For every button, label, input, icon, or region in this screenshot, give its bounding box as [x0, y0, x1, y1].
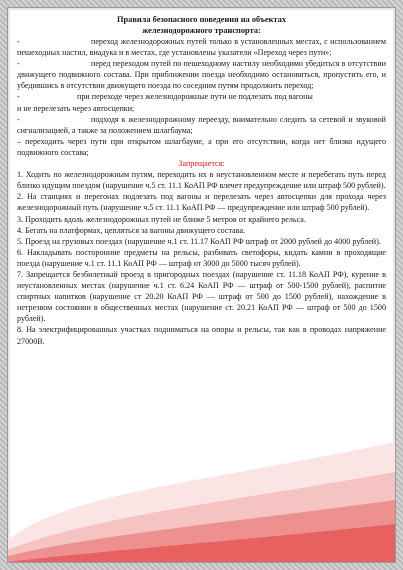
document-sheet — [7, 7, 396, 563]
document-content — [17, 14, 386, 347]
rule-text: и не перелезать через автосцепки; — [17, 103, 135, 113]
prohibition-item: 5. Проезд на грузовых поездах (нарушение ч.1 ст. 11.17 КоАП РФ штраф от 2000 рублей до 4000 рублей). — [17, 236, 381, 246]
prohibition-item: 6. Накладывать посторонние предметы на рельсы, разбивать светофоры, кидать камни в проходящие поезда (нарушение ч.1 ст. 11.1 КоАП РФ — штраф от 3000 до 5000 тысяч рублей). — [17, 247, 386, 268]
rule-marker: - — [17, 59, 20, 69]
prohibition-item: 1. Ходить по железнодорожным путям, переходить их в неустановленном месте и перебегать путь перед близко идущим поездом (нарушение ч.5 ст. 11.1 КоАП РФ влечет предупреждение или штраф 500 рублей). — [17, 170, 386, 191]
rule-text: перед переходом путей по пешеходному настилу необходимо убедиться в отсутствии движущего подвижного состава. При приближении поезда необходимо остановиться, пропустить его, и убедившись в отсутствии движущего поезда по соседним путям продолжить переход; — [17, 59, 386, 91]
prohibition-item: 3. Проходить вдоль железнодорожных путей не ближе 5 метров от крайнего рельса. — [17, 214, 306, 224]
title-line-1: Правила безопасного поведения на объектах — [116, 15, 287, 24]
prohibited-heading: Запрещается: — [178, 159, 225, 169]
rule-item — [17, 91, 386, 102]
rule-text: подходя к железнодорожному переезду, внимательно следить за сетевой и звуковой сигнализацией, а также за положением шлагбаума; — [17, 114, 386, 135]
rule-text: переход железнодорожных путей только в установленных местах, с использованием пешеходных настил, виадука и в местах, где установлены указатели «Переход через пути»; — [17, 37, 386, 58]
rule-item — [17, 114, 386, 136]
prohibitions-list — [17, 169, 386, 347]
rule-item — [17, 36, 386, 58]
rule-marker: - — [17, 37, 20, 46]
rule-item — [17, 103, 386, 114]
prohibition-item: 4. Бегать на платформах, цепляться за вагоны движущего состава. — [17, 225, 246, 235]
rule-item — [17, 58, 386, 91]
prohibition-item: 2. На станциях и перегонах подлезать под вагоны и перелезать через автосцепки для прохода через железнодорожный путь (нарушение ч.5 ст. 11.1 КоАП РФ — предупреждение или штраф 500 рублей). — [17, 192, 386, 213]
rule-marker: - — [17, 114, 20, 124]
rule-text: – переходить через пути при открытом шлагбауме, а при его отсутствии, когда нет близко идущего подвижного состава; — [17, 136, 386, 157]
prohibition-item: 7. Запрещается безбилетный проезд в пригородных поездах (нарушение ст. 11.18 КоАП РФ), курение в неустановленных местах (нарушение ч.1 ст. 6.24 КоАП РФ — штраф от 500-1500 рублей), распитие спиртных напитков (нарушение ст 20.20 КоАП РФ — штраф от 500 до 1500 рублей), нахождение в нетрезвом состоянии в общественных местах (нарушение ст. 20.21 КоАП РФ — штраф от 500 до 1500 рублей). — [17, 269, 386, 324]
prohibition-item: 8. На электрифицированных участках подниматься на опоры и рельсы, так как в проводах напряжение 27000В. — [17, 325, 386, 346]
rule-item — [17, 136, 386, 158]
rule-marker: - — [17, 92, 20, 102]
red-swoosh-decoration — [8, 422, 395, 562]
title-line-2: железнодорожного транспорта: — [142, 26, 261, 35]
rules-list — [17, 36, 386, 158]
rule-text: при переходе через железнодорожные пути не подлезать под вагоны — [77, 92, 313, 102]
